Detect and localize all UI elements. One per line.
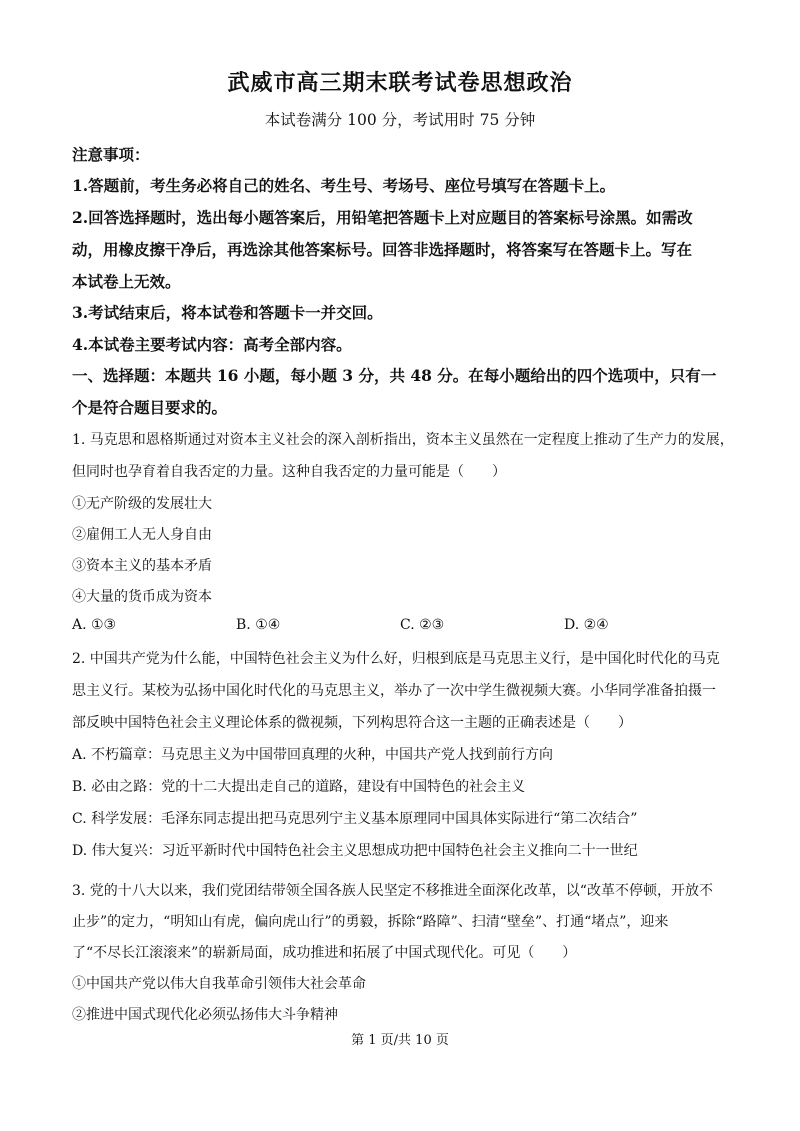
notice-item-3: 3.考试结束后，将本试卷和答题卡一并交回。 [72, 303, 383, 322]
section-heading-line-2: 个是符合题目要求的。 [72, 398, 228, 417]
question-2-option-a: A. 不朽篇章：马克思主义为中国带回真理的火种，中国共产党人找到前行方向 [72, 747, 554, 763]
question-3-stem-line-2: 止步”的定力，“明知山有虎，偏向虎山行”的勇毅，拆除“路障”、扫清“壁垒”、打通“堵点”，迎来 [72, 914, 669, 930]
question-1-statement-3: ③资本主义的基本矛盾 [72, 558, 212, 574]
question-2-option-d: D. 伟大复兴：习近平新时代中国特色社会主义思想成功把中国特色社会主义推向二十一世纪 [72, 843, 638, 859]
question-1-stem-line-1: 1. 马克思和恩格斯通过对资本主义社会的深入剖析指出，资本主义虽然在一定程度上推动了生产力的发展， [72, 432, 734, 448]
question-1-statement-4: ④大量的货币成为资本 [72, 589, 212, 605]
question-2-option-b: B. 必由之路：党的十二大提出走自己的道路，建设有中国特色的社会主义 [72, 779, 526, 795]
question-3-stem-line-3: 了“不尽长江滚滚来”的崭新局面，成功推进和拓展了中国式现代化。可见（ ） [72, 945, 577, 961]
question-1-statement-1: ①无产阶级的发展壮大 [72, 496, 212, 512]
question-1-option-a: A. ①③ [72, 617, 117, 633]
exam-info: 本试卷满分 100 分，考试用时 75 分钟 [264, 111, 536, 129]
page-number: 第 1 页/共 10 页 [351, 1033, 449, 1048]
question-2-stem-line-3: 部反映中国特色社会主义理论体系的微视频，下列构思符合这一主题的正确表述是（ ） [72, 715, 632, 731]
notice-item-4: 4.本试卷主要考试内容：高考全部内容。 [72, 335, 352, 354]
notice-item-2-line-3: 本试卷上无效。 [72, 272, 181, 291]
question-1-option-d: D. ②④ [564, 617, 609, 633]
notice-item-2-line-2: 动，用橡皮擦干净后，再选涂其他答案标号。回答非选择题时，将答案写在答题卡上。写在 [72, 240, 693, 259]
notice-heading: 注意事项： [72, 145, 150, 164]
question-1-option-b: B. ①④ [236, 617, 281, 633]
section-heading-line-1: 一、选择题：本题共 16 小题，每小题 3 分，共 48 分。在每小题给出的四个选项中，只有一 [72, 366, 717, 385]
page-title: 武威市高三期末联考试卷思想政治 [227, 70, 573, 96]
question-2-stem-line-1: 2. 中国共产党为什么能，中国特色社会主义为什么好，归根到底是马克思主义行，是中国化时代化的马克 [72, 651, 720, 667]
question-3-statement-2: ②推进中国式现代化必须弘扬伟大斗争精神 [72, 1007, 338, 1023]
question-2-stem-line-2: 思主义行。某校为弘扬中国化时代化的马克思主义，举办了一次中学生微视频大赛。小华同学准备拍摄一 [72, 683, 716, 699]
question-1-statement-2: ②雇佣工人无人身自由 [72, 527, 212, 543]
question-1-stem-line-2: 但同时也孕育着自我否定的力量。这种自我否定的力量可能是（ ） [72, 464, 506, 480]
question-1-option-c: C. ②③ [400, 617, 445, 633]
question-2-option-c: C. 科学发展：毛泽东同志提出把马克思列宁主义基本原理同中国具体实际进行“第二次结合” [72, 811, 638, 827]
question-3-stem-line-1: 3. 党的十八大以来，我们党团结带领全国各族人民坚定不移推进全面深化改革，以“改革不停顿，开放不 [72, 883, 713, 899]
notice-item-2-line-1: 2.回答选择题时，选出每小题答案后，用铅笔把答题卡上对应题目的答案标号涂黑。如需改 [72, 208, 693, 227]
question-3-statement-1: ①中国共产党以伟大自我革命引领伟大社会革命 [72, 976, 366, 992]
notice-item-1: 1.答题前，考生务必将自己的姓名、考生号、考场号、座位号填写在答题卡上。 [72, 176, 616, 195]
